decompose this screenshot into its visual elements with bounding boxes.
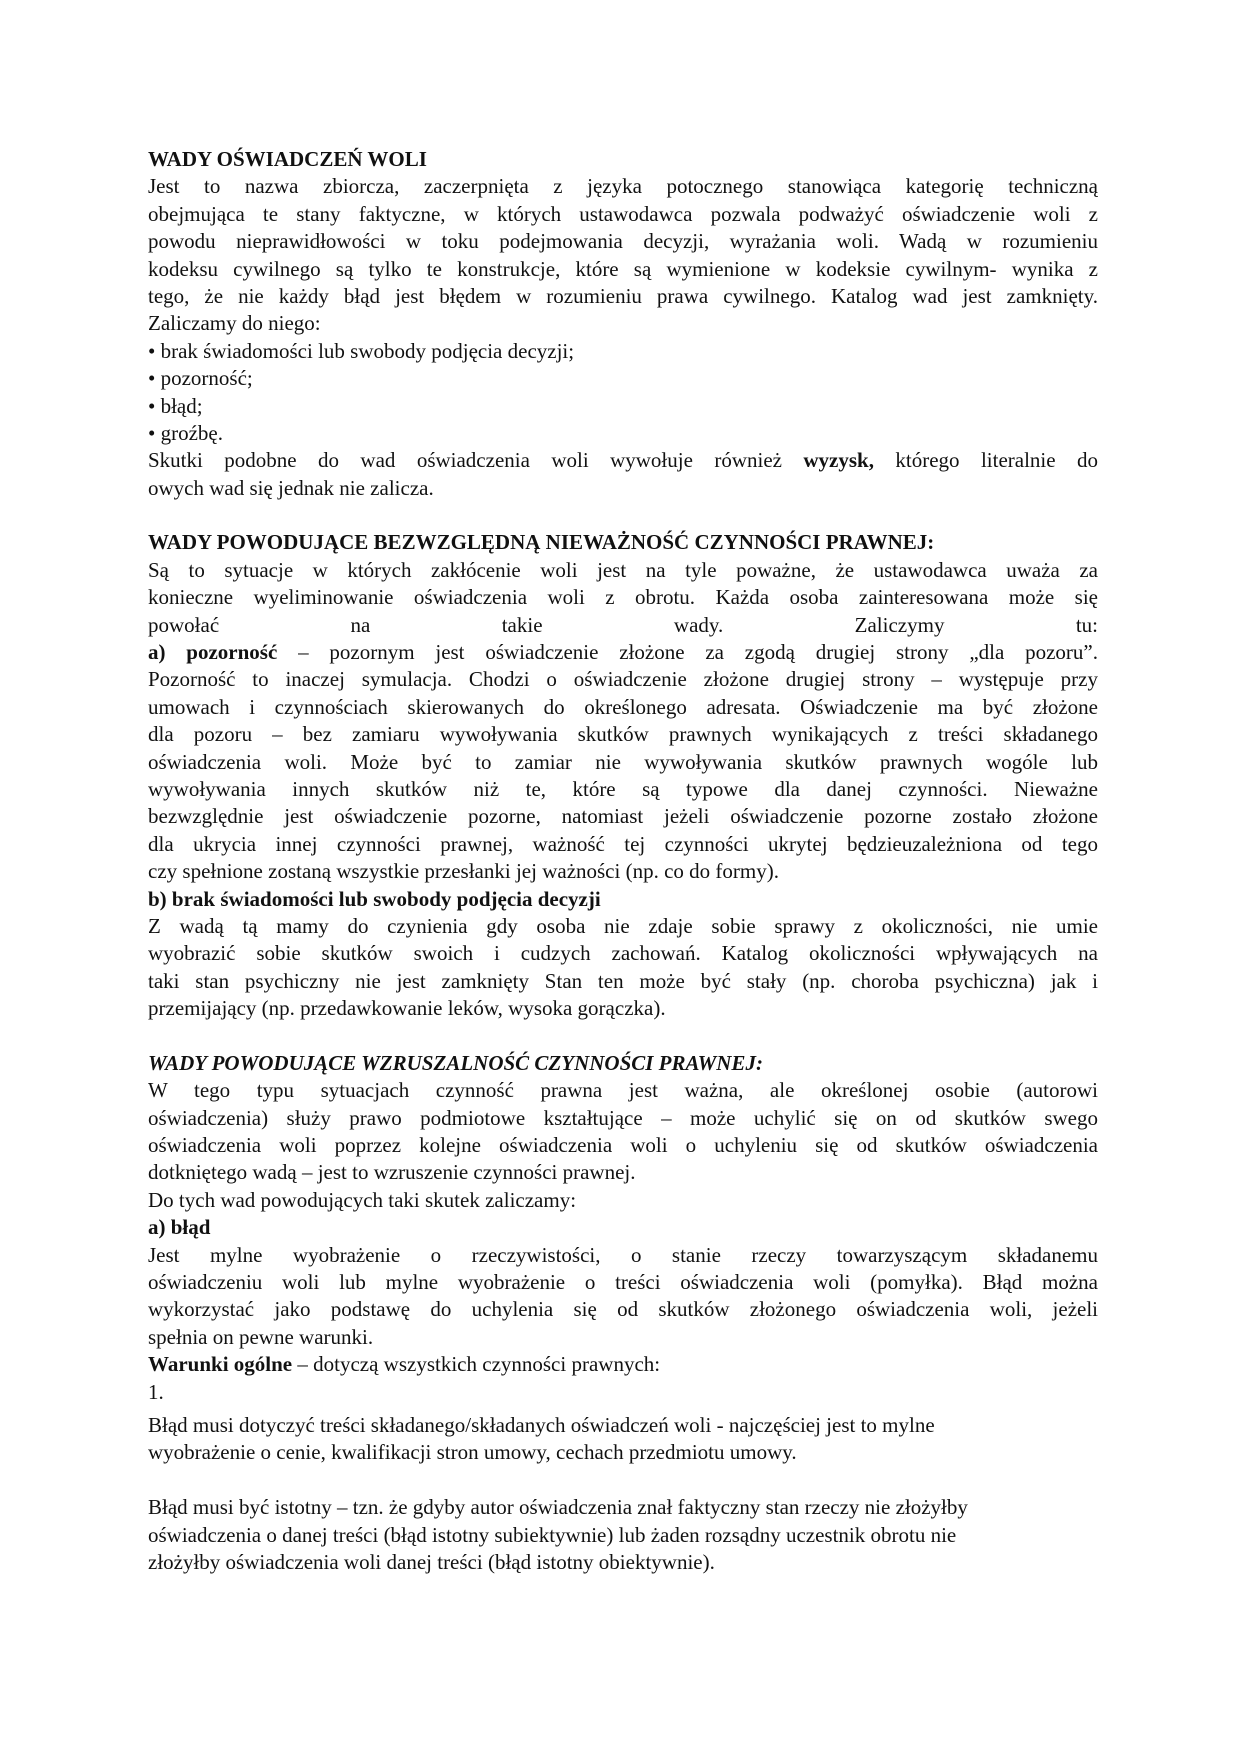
text-line: dotkniętego wadą – jest to wzruszenie czynności prawnej. (148, 1160, 636, 1185)
text-run: – pozornym jest oświadczenie złożone za zgodą drugiej strony „dla pozoru”. (277, 640, 1098, 665)
text-line: spełnia on pewne warunki. (148, 1324, 374, 1349)
list-item: • brak świadomości lub swobody podjęcia decyzji; (148, 338, 575, 363)
text-line: 1. (148, 1379, 164, 1404)
text-line: Z wadą tą mamy do czynienia gdy osoba nie zdaje sobie sprawy z okoliczności, nie umie (148, 913, 1098, 938)
text-line: b) brak świadomości lub swobody podjęcia decyzji (148, 886, 601, 911)
text-line: oświadczenia) służy prawo podmiotowe kształtujące – może uchylić się on od skutków swego (148, 1105, 1098, 1130)
text-line: umowach i czynnościach skierowanych do określonego adresata. Oświadczenie ma być złożone (148, 694, 1098, 719)
text-line: Jest mylne wyobrażenie o rzeczywistości, o stanie rzeczy towarzyszącym składanemu (148, 1242, 1098, 1267)
text-line: wykorzystać jako podstawę do uchylenia się od skutków złożonego oświadczenia woli, jeżeli (148, 1297, 1098, 1322)
spacer (148, 1023, 1098, 1050)
text-line (148, 447, 1098, 474)
text-line: obejmująca te stany faktyczne, w których ustawodawca pozwala podważyć oświadczenie woli z (148, 201, 1098, 226)
text-line (148, 1351, 1098, 1378)
text-line: taki stan psychiczny nie jest zamknięty Stan ten może być stały (np. choroba psychiczna) jak i (148, 968, 1098, 993)
text-line: wywoływania innych skutków niż te, które są typowe dla danej czynności. Nieważne (148, 776, 1098, 801)
text-line: W tego typu sytuacjach czynność prawna jest ważna, ale określonej osobie (autorowi (148, 1078, 1098, 1103)
text-line: a) błąd (148, 1215, 211, 1240)
bold-term: a) pozorność (148, 640, 278, 665)
text-line: kodeksu cywilnego są tylko te konstrukcje, które są wymienione w kodeksie cywilnym- wynika z (148, 256, 1098, 281)
paragraph (148, 1242, 1098, 1352)
section-heading (148, 529, 1098, 556)
paragraph (148, 173, 1098, 337)
text-line: owych wad się jednak nie zalicza. (148, 475, 434, 500)
spacer (148, 502, 1098, 529)
text-run: – dotyczą wszystkich czynności prawnych: (292, 1352, 661, 1377)
bold-term: Warunki ogólne (148, 1352, 293, 1377)
section-heading (148, 1214, 1098, 1241)
text-line: bezwzględnie jest oświadczenie pozorne, natomiast jeżeli oświadczenie pozorne zostało złożone (148, 804, 1098, 829)
paragraph (148, 1187, 1098, 1214)
paragraph (148, 913, 1098, 1023)
section-heading (148, 1050, 1098, 1077)
spacer (148, 1467, 1098, 1494)
text-run: Skutki podobne do wad oświadczenia woli wywołuje również (148, 448, 804, 473)
text-line: Są to sytuacje w których zakłócenie woli jest na tyle poważne, że ustawodawca uważa za (148, 557, 1098, 582)
paragraph (148, 1412, 1098, 1467)
list-item: • groźbę. (148, 420, 223, 445)
text-line: wyobrażenie o cenie, kwalifikacji stron umowy, cechach przedmiotu umowy. (148, 1440, 797, 1465)
bullet-list (148, 338, 1098, 448)
text-line: WADY OŚWIADCZEŃ WOLI (148, 147, 427, 171)
paragraph (148, 1077, 1098, 1187)
paragraph (148, 1494, 1098, 1576)
section-heading (148, 146, 1098, 173)
text-line: Pozorność to inaczej symulacja. Chodzi o oświadczenie złożone drugiej strony – występuje przy (148, 667, 1098, 692)
text-line: tego, że nie każdy błąd jest błędem w rozumieniu prawa cywilnego. Katalog wad jest zamknięty. (148, 283, 1098, 308)
text-line: Błąd musi dotyczyć treści składanego/składanych oświadczeń woli - najczęściej jest to mylne (148, 1412, 935, 1437)
text-line: powołać na takie wady. Zaliczymy tu: (148, 612, 1098, 637)
text-line: WADY POWODUJĄCE WZRUSZALNOŚĆ CZYNNOŚCI PRAWNEJ: (148, 1050, 763, 1075)
paragraph (148, 1351, 1098, 1406)
text-line: dla ukrycia innej czynności prawnej, ważność tej czynności ukrytej będzieuzależniona od tego (148, 831, 1098, 856)
text-line (148, 639, 1098, 666)
list-item: • pozorność; (148, 366, 253, 391)
text-line: złożyłby oświadczenia woli danej treści (błąd istotny obiektywnie). (148, 1549, 715, 1574)
text-line: Do tych wad powodujących taki skutek zaliczamy: (148, 1187, 577, 1212)
text-line: przemijający (np. przedawkowanie leków, wysoka gorączka). (148, 996, 666, 1021)
section-heading (148, 886, 1098, 913)
text-line: Błąd musi być istotny – tzn. że gdyby autor oświadczenia znał faktyczny stan rzeczy nie złożyłby (148, 1495, 968, 1520)
text-line: Jest to nazwa zbiorcza, zaczerpnięta z języka potocznego stanowiąca kategorię techniczną (148, 174, 1098, 199)
list-item: • błąd; (148, 393, 203, 418)
text-line: oświadczenia woli. Może być to zamiar nie wywoływania skutków prawnych wogóle lub (148, 749, 1098, 774)
text-line: wyobrazić sobie skutków swoich i cudzych zachowań. Katalog okoliczności wpływających na (148, 941, 1098, 966)
text-line: czy spełnione zostaną wszystkie przesłanki jej ważności (np. co do formy). (148, 859, 779, 884)
text-line: dla pozoru – bez zamiaru wywoływania skutków prawnych wynikających z treści składanego (148, 722, 1098, 747)
text-run: którego literalnie do (873, 448, 1098, 473)
text-line: oświadczenia woli poprzez kolejne oświadczenia woli o uchyleniu się od skutków oświadczenia (148, 1133, 1098, 1158)
text-line: powodu nieprawidłowości w toku podejmowania decyzji, wyrażania woli. Wadą w rozumieniu (148, 229, 1098, 254)
text-line: Zaliczamy do niego: (148, 311, 321, 336)
paragraph (148, 557, 1098, 886)
bold-term: wyzysk, (803, 448, 874, 473)
paragraph (148, 447, 1098, 502)
text-line: konieczne wyeliminowanie oświadczenia woli z obrotu. Każda osoba zainteresowana może się (148, 585, 1098, 610)
text-line: WADY POWODUJĄCE BEZWZGLĘDNĄ NIEWAŻNOŚĆ CZYNNOŚCI PRAWNEJ: (148, 530, 935, 555)
text-line: oświadczeniu woli lub mylne wyobrażenie o treści oświadczenia woli (pomyłka). Błąd można (148, 1270, 1098, 1295)
text-line: oświadczenia o danej treści (błąd istotny subiektywnie) lub żaden rozsądny uczestnik obrotu nie (148, 1522, 957, 1547)
document-page (148, 146, 1098, 1576)
